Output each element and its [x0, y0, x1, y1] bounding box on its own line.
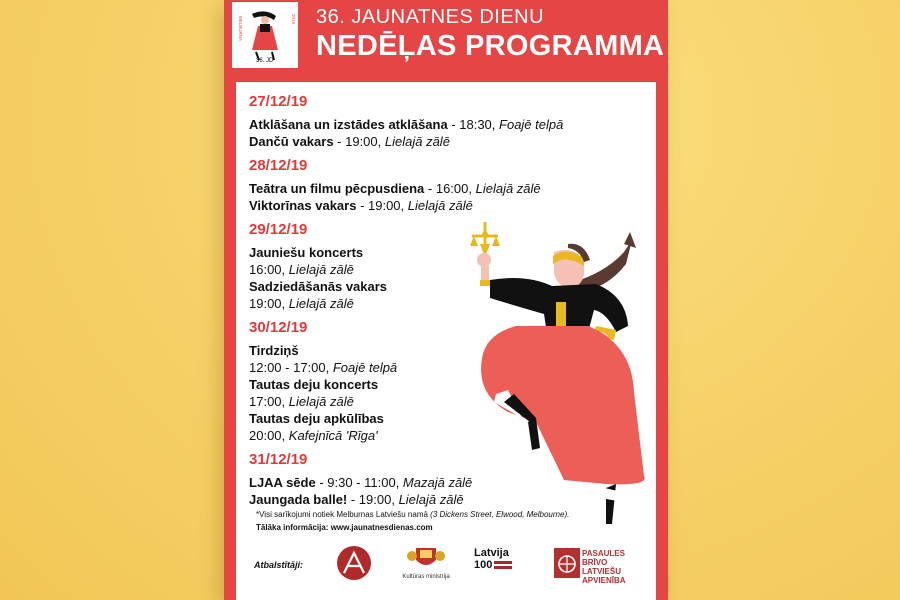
poster	[224, 0, 668, 600]
day-date: 31/12/19	[249, 451, 308, 468]
event-place: Lielajā zālē	[285, 262, 354, 277]
event-time: - 19:00,	[356, 198, 405, 213]
event-name: LJAA sēde	[249, 475, 316, 490]
logo-text-bottom: 36. JD	[256, 58, 274, 64]
poster-header	[224, 0, 668, 76]
event-place: Mazajā zālē	[399, 475, 473, 490]
event-place: Lielajā zālē	[381, 134, 450, 149]
footnote-address: (3 Dickens Street, Elwood, Melbourne).	[430, 510, 570, 519]
footnote	[256, 510, 569, 519]
event-place: Lielajā zālē	[472, 181, 541, 196]
header-title-line2: NEDĒĻAS PROGRAMMA	[316, 30, 665, 62]
event-place: Kafejnīcā 'Rīga'	[285, 428, 378, 443]
event-place: Lielajā zālē	[404, 198, 473, 213]
latvija-100-number: 100	[474, 559, 493, 571]
day-date: 30/12/19	[249, 319, 308, 336]
event-time: 16:00,	[249, 262, 286, 277]
event-name: Tautas deju koncerts	[249, 377, 379, 392]
pbla-logo-icon	[554, 548, 580, 578]
event-row	[249, 197, 509, 214]
latvian-flag-icon	[494, 561, 512, 569]
program-day	[249, 92, 564, 154]
event-name: Sadziedāšanās vakars	[249, 279, 388, 294]
event-name: Atklāšana un izstādes atklāšana	[249, 117, 448, 132]
event-time: - 16:00,	[424, 181, 472, 196]
event-name: Jaungada balle!	[249, 492, 348, 507]
event-row	[249, 116, 564, 133]
event-place: Foajē telpā	[495, 117, 564, 132]
pbla-line3: LATVIEŠU	[582, 567, 621, 576]
event-time: - 19:00,	[347, 492, 395, 507]
event-row	[249, 180, 541, 197]
day-date: 28/12/19	[249, 157, 308, 174]
sponsors-label: Atbalstītāji:	[254, 560, 304, 570]
pbla-text	[582, 549, 657, 585]
festival-logo	[232, 2, 298, 68]
footnote-text: *Visi sarīkojumi notiek Melburnas Latviešu namā	[256, 510, 431, 519]
event-name: Dančū vakars	[249, 134, 334, 149]
program-panel	[236, 82, 656, 600]
info-link: Tālāka informācija: www.jaunatnesdienas.com	[256, 523, 433, 532]
event-name: Teātra un filmu pēcpusdiena	[249, 181, 425, 196]
candle-holder-icon	[470, 222, 500, 256]
coat-of-arms-icon	[406, 544, 446, 572]
sponsor-logo-a-icon	[336, 545, 372, 581]
event-name: Viktorīnas vakars	[249, 198, 357, 213]
latvija-100-logo	[474, 547, 512, 571]
event-time: - 19:00,	[333, 134, 382, 149]
program-day	[249, 156, 541, 218]
event-place: Lielajā zālē	[285, 394, 354, 409]
dancer-illustration	[456, 222, 656, 527]
day-date: 27/12/19	[249, 93, 308, 110]
event-row	[249, 133, 509, 150]
event-place: Lielajā zālē	[285, 296, 354, 311]
header-title-line1: 36. JAUNATNES DIENU	[316, 6, 545, 28]
logo-text-right: 2019	[291, 14, 296, 25]
event-time: 12:00 - 17:00,	[249, 360, 330, 375]
day-date: 29/12/19	[249, 221, 308, 238]
logo-text-left: MELBURNA	[238, 16, 243, 42]
pbla-line1: PASAULES	[582, 549, 625, 558]
event-time: 19:00,	[249, 296, 286, 311]
event-name: Tirdziņš	[249, 343, 299, 358]
event-place: Lielajā zālē	[394, 492, 464, 507]
event-place: Foajē telpā	[329, 360, 398, 375]
event-time: 17:00,	[249, 394, 286, 409]
ministry-label: Kultūras ministrija	[402, 574, 450, 580]
latvija-label: Latvija	[474, 547, 509, 559]
event-name: Tautas deju apkūlības	[249, 411, 384, 426]
pbla-line2: BRĪVO	[582, 558, 608, 567]
event-time: - 9:30 - 11:00,	[315, 475, 400, 490]
pbla-line4: APVIENĪBA	[582, 576, 626, 585]
event-time: - 18:30,	[447, 117, 496, 132]
event-time: 20:00,	[249, 428, 286, 443]
event-name: Jauniešu koncerts	[249, 245, 364, 260]
